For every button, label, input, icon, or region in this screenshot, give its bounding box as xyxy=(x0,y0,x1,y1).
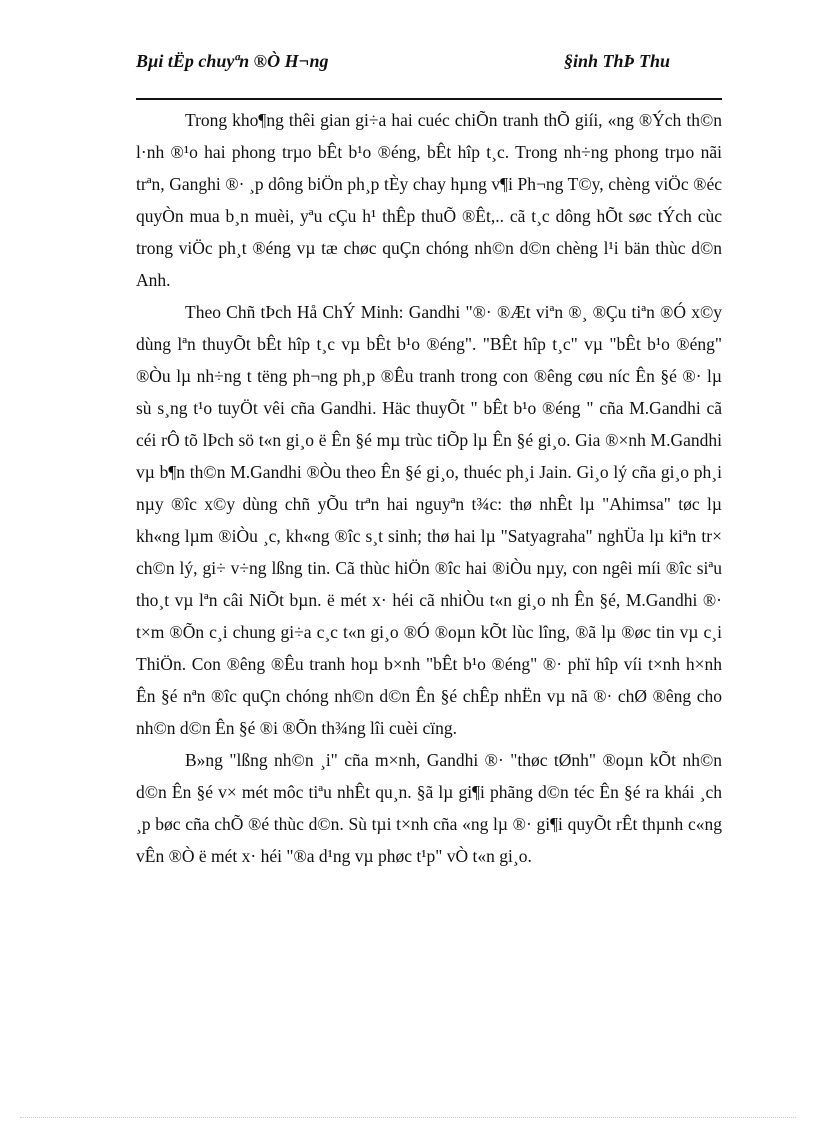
paragraph-3: B»ng "lßng nh©n ¸i" cña m×nh, Gandhi ®· "thøc tØnh" ®oµn kÕt nh©n d©n Ên §é v× mét môc tiªu nhÊt qu¸n. §ã lµ gi¶i phãng d©n téc Ên §é ra khái ¸ch ¸p bøc cña chÕ ®é thùc d©n. Sù tµi t×nh cña «ng lµ ®· gi¶i quyÕt rÊt thµnh c«ng vÊn ®Ò ë mét x· héi "®a d¹ng vµ phøc t¹p" vÒ t«n gi¸o. xyxy=(136,750,722,866)
page-header xyxy=(136,50,722,100)
footer-divider xyxy=(20,1117,796,1118)
document-body xyxy=(136,104,722,872)
header-author: §inh ThÞ Thu xyxy=(564,51,671,71)
header-title: Bµi tËp chuyªn ®Ò H¬ng xyxy=(136,51,329,71)
paragraph-1: Trong kho¶ng thêi gian gi÷a hai cuéc chiÕn tranh thÕ giíi, «ng ®Ých th©n l·nh ®¹o hai phong trµo bÊt b¹o ®éng, bÊt hîp t¸c. Trong nh÷ng phong trµo nãi trªn, Ganghi ®· ¸p dông biÖn ph¸p tÈy chay hµng v¶i Ph¬ng T©y, chèng viÖc ®éc quyÒn mua b¸n muèi, yªu cÇu h¹ thÊp thuÕ ®Êt,.. cã t¸c dông hÕt søc tÝch cùc trong viÖc ph¸t ®éng vµ tæ chøc quÇn chóng nh©n d©n chèng l¹i bän thùc d©n Anh. xyxy=(136,110,722,290)
paragraph-2: Theo Chñ tÞch Hå ChÝ Minh: Gandhi "®· ®Æt viªn ®¸ ®Çu tiªn ®Ó x©y dùng lªn thuyÕt bÊt hîp t¸c vµ bÊt b¹o ®éng". "BÊt hîp t¸c" vµ "bÊt b¹o ®éng" ®Òu lµ nh÷ng t tëng ph¬ng ph¸p ®Êu tranh trong con ®êng cøu níc Ên §é ®· lµ sù s¸ng t¹o tuyÖt vêi cña Gandhi. Häc thuyÕt " bÊt b¹o ®éng " cña M.Gandhi cã céi rÔ tõ lÞch sö t«n gi¸o ë Ên §é mµ trùc tiÕp lµ Ên §é gi¸o. Gia ®×nh M.Gandhi vµ b¶n th©n M.Gandhi ®Òu theo Ên §é gi¸o, thuéc ph¸i Jain. Gi¸o lý cña gi¸o ph¸i nµy ®îc x©y dùng chñ yÕu trªn hai nguyªn t¾c: thø nhÊt lµ "Ahimsa" tøc lµ kh«ng lµm ®iÒu ¸c, kh«ng ®îc s¸t sinh; thø hai lµ "Satyagraha" nghÜa lµ kiªn tr× ch©n lý, gi÷ v÷ng lßng tin. Cã thùc hiÖn ®îc hai ®iÒu nµy, con ngêi míi ®îc siªu tho¸t vµ lªn câi NiÕt bµn. ë mét x· héi cã nhiÒu t«n gi¸o nh Ên §é, M.Gandhi ®· t×m ®Õn c¸i chung gi÷a c¸c t«n gi¸o ®Ó ®oµn kÕt lùc lîng, ®ã lµ ®øc tin vµ c¸i ThiÖn. Con ®êng ®Êu tranh hoµ b×nh "bÊt b¹o ®éng" ®· phï hîp víi t×nh h×nh Ên §é nªn ®îc quÇn chóng nh©n d©n Ên §é chÊp nhËn vµ nã ®· chØ ®êng cho nh©n d©n Ên §é ®i ®Õn th¾ng lîi cuèi cïng. xyxy=(136,302,722,738)
